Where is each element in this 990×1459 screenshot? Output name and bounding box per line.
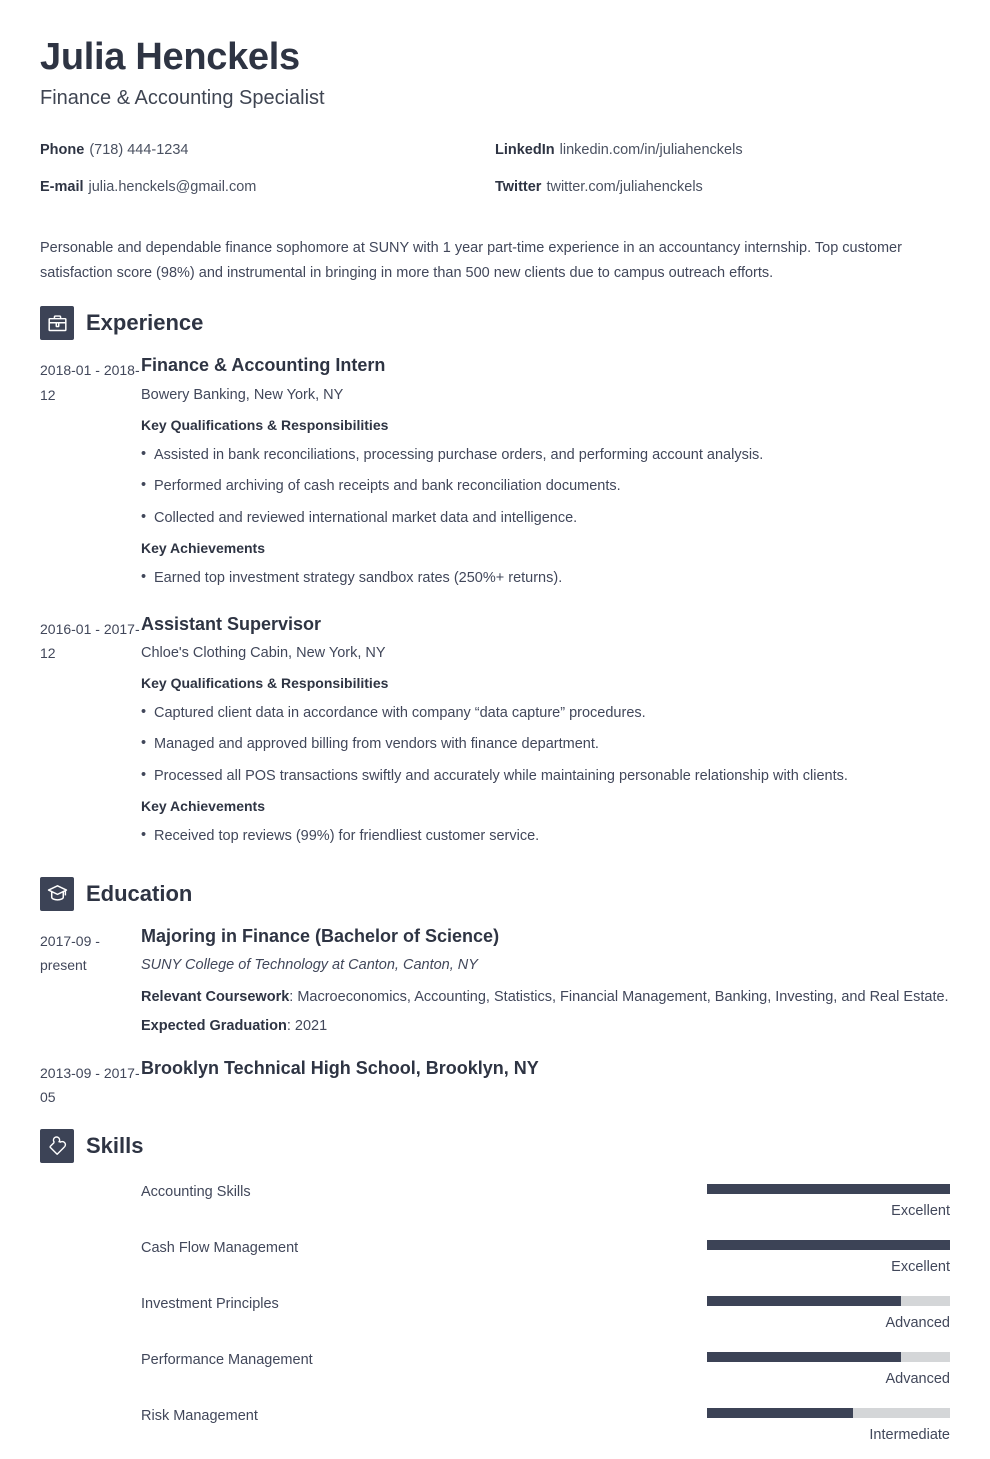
graduation-cap-icon — [40, 877, 74, 911]
contact-label-phone: Phone — [40, 141, 85, 158]
skill-row — [40, 1179, 950, 1235]
section-header-education — [40, 877, 950, 911]
experience-entry-org: Bowery Banking, New York, NY — [141, 386, 344, 403]
skill-level: Excellent — [891, 1203, 950, 1219]
contact-value-linkedin[interactable]: linkedin.com/in/juliahenckels — [559, 141, 743, 158]
education-coursework — [141, 985, 950, 1010]
skill-bar-fill — [707, 1296, 901, 1306]
section-experience — [40, 306, 950, 856]
education-graduation-label: Expected Graduation — [141, 1017, 287, 1034]
section-skills — [40, 1129, 950, 1459]
education-entry — [40, 1057, 950, 1109]
skill-bar-track — [707, 1296, 950, 1306]
education-entry — [40, 925, 950, 1043]
education-entry-body — [141, 925, 950, 1043]
education-entry-degree: Majoring in Finance (Bachelor of Science) — [141, 925, 500, 946]
skill-name: Risk Management — [141, 1408, 258, 1424]
puzzle-heart-icon — [40, 1129, 74, 1163]
education-entry-date: 2013-09 - 2017-05 — [40, 1064, 140, 1105]
education-coursework-label: Relevant Coursework — [141, 988, 290, 1005]
list-item: • Performed archiving of cash receipts and bank reconciliation documents. — [141, 475, 950, 497]
skill-name: Performance Management — [141, 1352, 313, 1368]
skill-name: Cash Flow Management — [141, 1240, 299, 1256]
contact-item-linkedin — [495, 140, 950, 177]
skill-name: Accounting Skills — [141, 1184, 251, 1200]
education-coursework-value: : Macroeconomics, Accounting, Statistics, Financial Management, Banking, Investing, and Real Estate. — [289, 988, 949, 1005]
list-item: • Captured client data in accordance with company “data capture” procedures. — [141, 702, 950, 724]
professional-summary: Personable and dependable finance sophomore at SUNY with 1 year part-time experience in an accountancy internship. Top customer satisfaction score (98%) and instrumental in bringing in more than 500 new clients due to campus outreach efforts. — [40, 239, 902, 282]
education-entry-degree: Brooklyn Technical High School, Brooklyn, NY — [141, 1057, 539, 1078]
contact-grid — [40, 140, 950, 214]
education-entry-body — [141, 1057, 950, 1109]
experience-achievements-heading: Key Achievements — [141, 540, 265, 557]
education-graduation — [141, 1014, 950, 1039]
experience-entry-role: Finance & Accounting Intern — [141, 355, 386, 376]
experience-entry-body — [141, 613, 950, 857]
skill-level: Excellent — [891, 1259, 950, 1275]
skill-bar-track — [707, 1352, 950, 1362]
skill-name: Investment Principles — [141, 1296, 279, 1312]
skill-level: Advanced — [885, 1371, 950, 1387]
skill-level: Advanced — [885, 1315, 950, 1331]
skill-bar-track — [707, 1408, 950, 1418]
skills-list — [40, 1179, 950, 1459]
experience-entry — [40, 613, 950, 857]
skill-bar-track — [707, 1240, 950, 1250]
contact-label-linkedin: LinkedIn — [495, 141, 555, 158]
skill-level: Intermediate — [869, 1427, 950, 1443]
list-item: • Earned top investment strategy sandbox rates (250%+ returns). — [141, 567, 950, 589]
experience-entry-date: 2018-01 - 2018-12 — [40, 362, 140, 403]
experience-entry-date: 2016-01 - 2017-12 — [40, 620, 140, 661]
skill-bar-track — [707, 1184, 950, 1194]
skill-bar-fill — [707, 1352, 901, 1362]
section-education — [40, 877, 950, 1109]
section-title-experience: Experience — [86, 310, 204, 336]
contact-value-twitter[interactable]: twitter.com/juliahenckels — [546, 178, 703, 195]
list-item: • Received top reviews (99%) for friendliest customer service. — [141, 825, 950, 847]
experience-entry-body — [141, 354, 950, 598]
section-title-skills: Skills — [86, 1133, 144, 1158]
contact-label-twitter: Twitter — [495, 178, 542, 195]
candidate-job-title: Finance & Accounting Specialist — [40, 86, 325, 109]
experience-entry-role: Assistant Supervisor — [141, 613, 322, 634]
contact-label-email: E-mail — [40, 178, 84, 195]
contact-item-email — [40, 177, 495, 214]
section-title-education: Education — [86, 880, 193, 906]
skill-bar-fill — [707, 1240, 950, 1250]
experience-qualifications-heading: Key Qualifications & Responsibilities — [141, 416, 389, 433]
experience-qualifications-list — [141, 702, 950, 787]
section-header-experience — [40, 306, 950, 340]
experience-achievements-list — [141, 567, 950, 589]
experience-entry-org: Chloe's Clothing Cabin, New York, NY — [141, 645, 386, 662]
contact-item-twitter — [495, 177, 950, 214]
experience-qualifications-list — [141, 444, 950, 529]
list-item: • Assisted in bank reconciliations, processing purchase orders, and performing account analysis. — [141, 444, 950, 466]
skill-row — [40, 1347, 950, 1403]
briefcase-icon — [40, 306, 74, 340]
list-item: • Managed and approved billing from vendors with finance department. — [141, 733, 950, 755]
skill-bar-fill — [707, 1408, 853, 1418]
section-header-skills — [40, 1129, 950, 1163]
skill-row — [40, 1403, 950, 1459]
education-entry-school: SUNY College of Technology at Canton, Canton, NY — [141, 957, 478, 974]
skill-row — [40, 1235, 950, 1291]
experience-entry — [40, 354, 950, 598]
education-graduation-value: : 2021 — [286, 1017, 328, 1034]
experience-achievements-heading: Key Achievements — [141, 798, 265, 815]
experience-qualifications-heading: Key Qualifications & Responsibilities — [141, 674, 389, 691]
list-item: • Collected and reviewed international market data and intelligence. — [141, 507, 950, 529]
contact-value-email[interactable]: julia.henckels@gmail.com — [88, 178, 257, 195]
candidate-name: Julia Henckels — [40, 36, 300, 78]
contact-value-phone[interactable]: (718) 444-1234 — [89, 141, 189, 158]
skill-bar-fill — [707, 1184, 950, 1194]
experience-achievements-list — [141, 825, 950, 847]
resume-header — [40, 36, 950, 286]
skill-row — [40, 1291, 950, 1347]
education-entry-date: 2017-09 - present — [40, 932, 100, 973]
contact-item-phone — [40, 140, 495, 177]
list-item: • Processed all POS transactions swiftly and accurately while maintaining personable relationship with clients. — [141, 765, 950, 787]
